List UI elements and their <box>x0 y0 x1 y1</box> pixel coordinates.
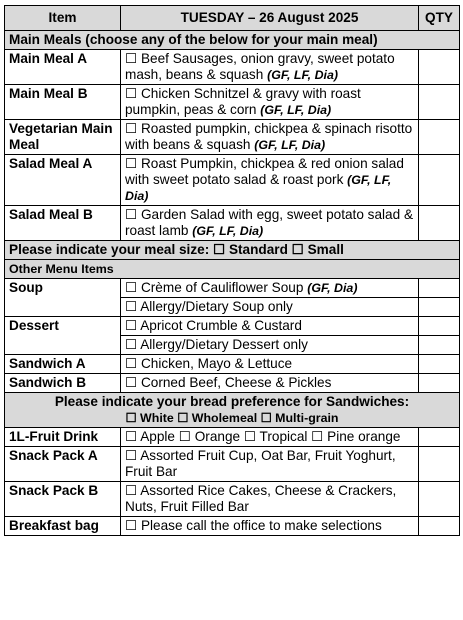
diet-tags: (GF, LF, Dia) <box>254 138 326 152</box>
qty-cell[interactable] <box>419 355 460 374</box>
meal-option[interactable] <box>121 155 419 206</box>
table-row <box>5 428 460 447</box>
soup-option[interactable] <box>121 279 419 298</box>
snack-b-label: Snack Pack B <box>5 482 121 517</box>
meal-description: ☐ Roasted pumpkin, chickpea & spinach risotto with beans & squash <box>125 121 413 152</box>
qty-cell[interactable] <box>419 50 460 85</box>
other-heading-row <box>5 260 460 279</box>
qty-cell[interactable] <box>419 428 460 447</box>
soup-allergy-option[interactable]: ☐ Allergy/Dietary Soup only <box>121 298 419 317</box>
table-row <box>5 50 460 85</box>
qty-cell[interactable] <box>419 336 460 355</box>
qty-cell[interactable] <box>419 279 460 298</box>
meal-name: Main Meal A <box>5 50 121 85</box>
table-row <box>5 355 460 374</box>
meal-name: Salad Meal B <box>5 206 121 241</box>
meal-name: Vegetarian Main Meal <box>5 120 121 155</box>
qty-cell[interactable] <box>419 155 460 206</box>
diet-tags: (GF, Dia) <box>307 281 358 295</box>
table-row <box>5 374 460 393</box>
fruit-drink-options[interactable]: ☐ Apple ☐ Orange ☐ Tropical ☐ Pine orange <box>121 428 419 447</box>
meal-size-row <box>5 241 460 260</box>
table-row <box>5 279 460 298</box>
breakfast-label: Breakfast bag <box>5 517 121 536</box>
qty-cell[interactable] <box>419 298 460 317</box>
bread-preference[interactable] <box>5 393 460 428</box>
meal-name: Main Meal B <box>5 85 121 120</box>
other-menu-heading: Other Menu Items <box>5 260 460 279</box>
snack-a-label: Snack Pack A <box>5 447 121 482</box>
table-row <box>5 85 460 120</box>
qty-cell[interactable] <box>419 482 460 517</box>
bread-preference-row <box>5 393 460 428</box>
meal-description: ☐ Beef Sausages, onion gravy, sweet potato mash, beans & squash <box>125 51 395 82</box>
qty-cell[interactable] <box>419 374 460 393</box>
meal-size-prompt[interactable]: Please indicate your meal size: ☐ Standard ☐ Small <box>5 241 460 260</box>
date-column-header: TUESDAY – 26 August 2025 <box>121 6 419 31</box>
table-row <box>5 155 460 206</box>
diet-tags: (GF, LF, Dia) <box>125 173 392 203</box>
snack-b-option[interactable]: ☐ Assorted Rice Cakes, Cheese & Crackers, Nuts, Fruit Filled Bar <box>121 482 419 517</box>
sandwich-a-label: Sandwich A <box>5 355 121 374</box>
main-meals-heading-row <box>5 31 460 50</box>
snack-a-option[interactable]: ☐ Assorted Fruit Cup, Oat Bar, Fruit Yoghurt, Fruit Bar <box>121 447 419 482</box>
sandwich-b-option[interactable]: ☐ Corned Beef, Cheese & Pickles <box>121 374 419 393</box>
meal-option[interactable] <box>121 206 419 241</box>
diet-tags: (GF, LF, Dia) <box>192 224 264 238</box>
qty-cell[interactable] <box>419 517 460 536</box>
sandwich-a-option[interactable]: ☐ Chicken, Mayo & Lettuce <box>121 355 419 374</box>
dessert-label: Dessert <box>5 317 121 355</box>
meal-option[interactable] <box>121 120 419 155</box>
diet-tags: (GF, LF, Dia) <box>260 103 332 117</box>
item-column-header: Item <box>5 6 121 31</box>
menu-order-form <box>4 5 460 536</box>
meal-name: Salad Meal A <box>5 155 121 206</box>
diet-tags: (GF, LF, Dia) <box>267 68 338 82</box>
header-row <box>5 6 460 31</box>
table-row <box>5 447 460 482</box>
qty-cell[interactable] <box>419 120 460 155</box>
soup-description: ☐ Crème of Cauliflower Soup <box>125 280 304 295</box>
table-row <box>5 517 460 536</box>
sandwich-b-label: Sandwich B <box>5 374 121 393</box>
qty-cell[interactable] <box>419 85 460 120</box>
table-row <box>5 120 460 155</box>
qty-cell[interactable] <box>419 447 460 482</box>
meal-option[interactable] <box>121 85 419 120</box>
table-row <box>5 206 460 241</box>
main-meals-heading: Main Meals (choose any of the below for your main meal) <box>5 31 460 50</box>
soup-label: Soup <box>5 279 121 317</box>
meal-description: ☐ Chicken Schnitzel & gravy with roast pumpkin, peas & corn <box>125 86 361 117</box>
meal-description: ☐ Roast Pumpkin, chickpea & red onion salad with sweet potato salad & roast pork <box>125 156 404 187</box>
meal-description: ☐ Garden Salad with egg, sweet potato salad & roast lamb <box>125 207 414 238</box>
qty-column-header: QTY <box>419 6 460 31</box>
table-row <box>5 317 460 336</box>
bread-prompt: Please indicate your bread preference for Sandwiches: <box>54 394 410 409</box>
breakfast-option[interactable]: ☐ Please call the office to make selections <box>121 517 419 536</box>
dessert-option[interactable]: ☐ Apricot Crumble & Custard <box>121 317 419 336</box>
table-row <box>5 482 460 517</box>
bread-options[interactable]: ☐ White ☐ Wholemeal ☐ Multi-grain <box>125 411 339 425</box>
fruit-drink-label: 1L-Fruit Drink <box>5 428 121 447</box>
qty-cell[interactable] <box>419 206 460 241</box>
dessert-allergy-option[interactable]: ☐ Allergy/Dietary Dessert only <box>121 336 419 355</box>
qty-cell[interactable] <box>419 317 460 336</box>
meal-option[interactable] <box>121 50 419 85</box>
